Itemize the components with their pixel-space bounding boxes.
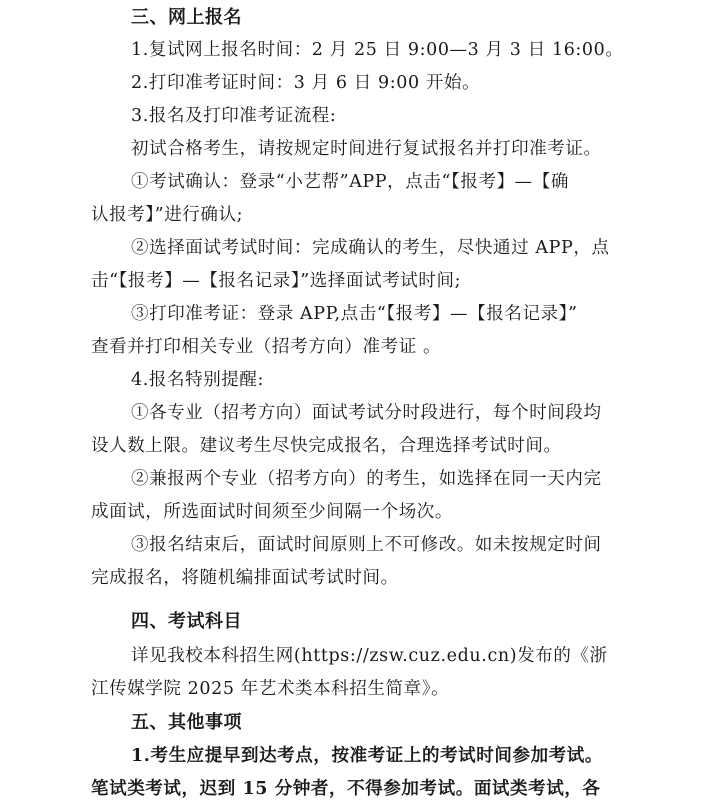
note1-line2: 设人数上限。建议考生尽快完成报名，合理选择考试时间。: [91, 436, 562, 456]
note1-line1: ①各专业（招考方向）面试考试分时段进行，每个时间段均: [131, 403, 602, 423]
step1-line2: 认报考】”进行确认;: [91, 205, 244, 225]
other-matters-line1: 1.考生应提早到达考点，按准考证上的考试时间参加考试。: [131, 746, 603, 766]
exam-subjects-line2: 江传媒学院 2025 年艺术类本科招生简章》。: [91, 679, 450, 699]
note2-line1: ②兼报两个专业（招考方向）的考生，如选择在同一天内完: [131, 469, 602, 489]
step1-line1: ①考试确认：登录“小艺帮”APP，点击“【报考】—【确: [131, 172, 569, 192]
note2-line2: 成面试，所选面试时间须至少间隔一个场次。: [91, 502, 453, 522]
registration-time-item: 1.复试网上报名时间：2 月 25 日 9:00—3 月 3 日 16:00。: [131, 40, 624, 60]
process-title: 3.报名及打印准考证流程:: [131, 106, 337, 126]
step3-line1: ③打印准考证：登录 APP,点击“【报考】—【报名记录】”: [131, 304, 578, 324]
section-heading-exam-subjects: 四、考试科目: [131, 611, 242, 632]
section-heading-other-matters: 五、其他事项: [131, 712, 242, 733]
special-reminder-title: 4.报名特别提醒:: [131, 370, 264, 390]
note3-line1: ③报名结束后，面试时间原则上不可修改。如未按规定时间: [131, 535, 602, 555]
step2-line1: ②选择面试考试时间：完成确认的考生，尽快通过 APP，点: [131, 238, 610, 258]
step3-line2: 查看并打印相关专业（招考方向）准考证 。: [91, 337, 442, 357]
process-intro: 初试合格考生，请按规定时间进行复试报名并打印准考证。: [131, 139, 602, 159]
exam-subjects-line1: 详见我校本科招生网(https://zsw.cuz.edu.cn)发布的《浙: [131, 646, 608, 666]
note3-line2: 完成报名，将随机编排面试考试时间。: [91, 568, 399, 588]
other-matters-line2: 笔试类考试，迟到 15 分钟者，不得参加考试。面试类考试，各: [91, 779, 601, 799]
step2-line2: 击“【报考】—【报名记录】”选择面试考试时间;: [91, 271, 462, 291]
section-heading-online-registration: 三、网上报名: [131, 7, 242, 28]
print-ticket-time-item: 2.打印准考证时间：3 月 6 日 9:00 开始。: [131, 73, 481, 93]
